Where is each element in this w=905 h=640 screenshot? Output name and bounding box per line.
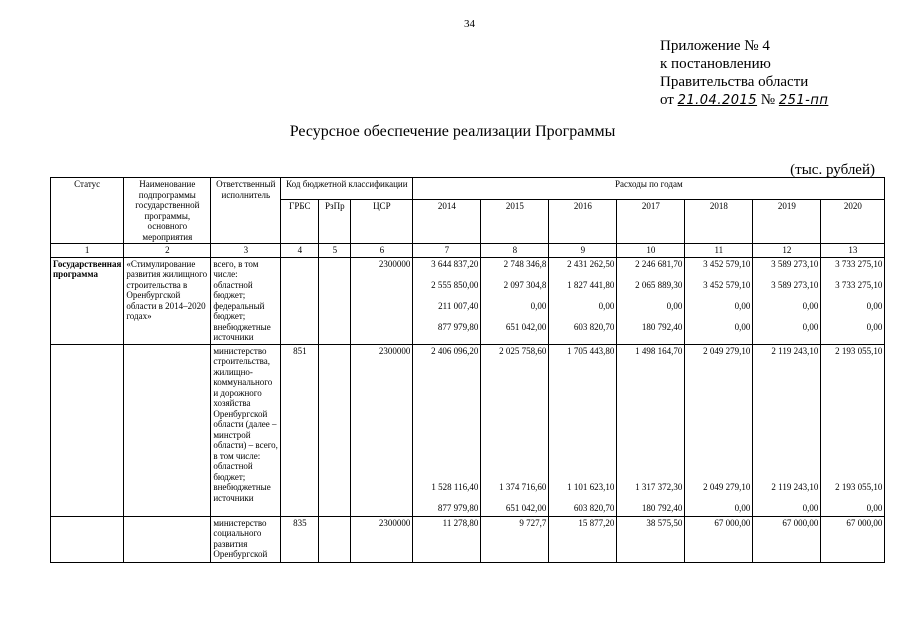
sub-label: всего, в том числе: [213,258,259,279]
column-number: 12 [753,244,821,258]
value: 2 193 055,10 [835,345,883,356]
value: 1 528 116,40 [431,482,479,492]
csr-cell: 2300000 [351,516,413,562]
value: 2 119 243,10 [771,482,819,492]
value: 2 555 850,00 [431,279,479,290]
csr-cell: 2300000 [351,344,413,516]
name-cell [124,516,211,562]
value-cell-2018: 67 000,00 [685,516,753,562]
appendix-block [660,37,828,110]
value: 2 049 279,10 [703,345,751,356]
value: 0,00 [598,300,615,311]
executor-cell [211,344,281,516]
table-row-program [51,257,885,344]
value-cell-2019: 67 000,00 [753,516,821,562]
units-label: (тыс. рублей) [790,162,875,178]
column-number: 1 [51,244,124,258]
grbs-cell [281,257,319,344]
value: 0,00 [734,300,751,311]
grbs-cell: 835 [281,516,319,562]
value: 0,00 [866,502,883,513]
value: 603 820,70 [573,502,615,513]
header-status: Статус [51,178,124,244]
value: 0,00 [666,300,683,311]
value-cell-2015 [481,257,549,344]
value-cell-2020: 67 000,00 [821,516,885,562]
column-number: 3 [211,244,281,258]
value: 2 119 243,10 [771,345,819,356]
name-cell [124,344,211,516]
value: 2 246 681,70 [635,258,683,269]
value: 2 193 055,10 [835,482,883,492]
value: 0,00 [802,502,819,513]
value-cell-2016 [549,257,617,344]
header-rzpr: РзПр [319,200,351,244]
value-cell-2014 [413,257,481,344]
header-year: 2015 [481,200,549,244]
value: 0,00 [734,502,751,513]
value: 2 406 096,20 [431,345,479,356]
value-cell-2016: 15 877,20 [549,516,617,562]
status-cell [51,516,124,562]
header-grbs: ГРБС [281,200,319,244]
value: 1 705 443,80 [567,345,615,356]
value: 3 452 579,10 [703,279,751,290]
value-cell-2017 [617,257,685,344]
rzpr-cell [319,516,351,562]
rzpr-cell [319,257,351,344]
value: 877 979,80 [437,321,479,332]
value: 651 042,00 [505,502,547,513]
value: 0,00 [802,300,819,311]
sub-label: внебюджетные источники [213,321,271,342]
value-cell-2015 [481,344,549,516]
status-cell: Государственная программа [51,257,124,344]
value: 651 042,00 [505,321,547,332]
resource-table [50,177,885,563]
value-cell-2014: 11 278,80 [413,516,481,562]
value-cell-2020 [821,257,885,344]
name-cell: «Стимулирование развития жилищного строительства в Оренбургской области в 2014–2020 годах» [124,257,211,344]
table-row-ministry-construction [51,344,885,516]
value-cell-2019 [753,257,821,344]
value-cell-2018 [685,344,753,516]
value-cell-2016 [549,344,617,516]
column-number: 2 [124,244,211,258]
header-year: 2014 [413,200,481,244]
value: 2 431 262,50 [567,258,615,269]
appendix-line-2: к постановлению [660,56,771,72]
value-cell-2015: 9 727,7 [481,516,549,562]
number-prefix: № [760,92,776,108]
column-number: 4 [281,244,319,258]
value: 0,00 [802,321,819,332]
document-title: Ресурсное обеспечение реализации Программы [289,123,616,140]
value: 180 792,40 [641,321,683,332]
executor-text: министерство строительства, жилищно-коммунального и дорожного хозяйства Оренбургской области (далее – минстрой области) – всего, в том числе: [213,345,278,461]
header-executor: Ответственный исполнитель [211,178,281,244]
appendix-line-1: Приложение № 4 [660,38,770,54]
value: 3 733 275,10 [835,258,883,269]
sub-label: областной бюджет; [213,279,253,300]
value: 2 049 279,10 [703,482,751,492]
value: 2 025 758,60 [499,345,547,356]
header-name: Наименование подпрограммы государственной программы, основного мероприятия [124,178,211,244]
value-cell-2018 [685,257,753,344]
value-cell-2019 [753,344,821,516]
header-year: 2017 [617,200,685,244]
executor-cell: министерство социального развития Оренбургской [211,516,281,562]
value: 3 452 579,10 [703,258,751,269]
value: 1 101 623,10 [567,482,615,492]
value-cell-2014 [413,344,481,516]
value-cell-2017 [617,344,685,516]
column-number-row [51,244,885,258]
value: 0,00 [866,321,883,332]
value: 1 374 716,60 [499,482,547,492]
page-number: 34 [464,18,475,30]
header-year: 2018 [685,200,753,244]
value: 1 317 372,30 [635,482,683,492]
header-year: 2016 [549,200,617,244]
header-expenses: Расходы по годам [413,178,885,200]
column-number: 6 [351,244,413,258]
table-row-ministry-social [51,516,885,562]
value: 211 007,40 [438,300,479,311]
value: 877 979,80 [437,502,479,513]
value: 0,00 [530,300,547,311]
column-number: 5 [319,244,351,258]
value: 3 644 837,20 [431,258,479,269]
value: 0,00 [866,300,883,311]
column-number: 9 [549,244,617,258]
value: 1 827 441,80 [567,279,615,290]
column-number: 10 [617,244,685,258]
handwritten-number: 251-пп [778,93,829,108]
csr-cell: 2300000 [351,257,413,344]
header-budget-code: Код бюджетной классификации [281,178,413,200]
column-number: 13 [821,244,885,258]
column-number: 8 [481,244,549,258]
value: 603 820,70 [573,321,615,332]
header-csr: ЦСР [351,200,413,244]
appendix-line-3: Правительства области [660,74,809,90]
date-prefix: от [660,92,674,108]
grbs-cell: 851 [281,344,319,516]
sub-label: федеральный бюджет; [213,300,265,321]
value: 2 748 346,8 [503,258,547,269]
rzpr-cell [319,344,351,516]
appendix-date-line [660,91,828,110]
value: 3 589 273,10 [771,258,819,269]
value: 3 733 275,10 [835,279,883,290]
value: 2 097 304,8 [503,279,547,290]
header-year: 2020 [821,200,885,244]
value: 2 065 889,30 [635,279,683,290]
column-number: 7 [413,244,481,258]
handwritten-date: 21.04.2015 [677,93,758,108]
value-cell-2017: 38 575,50 [617,516,685,562]
sub-label: внебюджетные источники [213,482,271,503]
sub-label: областной бюджет; [213,461,253,482]
column-number: 11 [685,244,753,258]
value-cell-2020 [821,344,885,516]
value: 0,00 [734,321,751,332]
value: 3 589 273,10 [771,279,819,290]
header-year: 2019 [753,200,821,244]
header-row-1 [51,178,885,200]
executor-cell [211,257,281,344]
value: 180 792,40 [641,502,683,513]
value: 1 498 164,70 [635,345,683,356]
status-cell [51,344,124,516]
